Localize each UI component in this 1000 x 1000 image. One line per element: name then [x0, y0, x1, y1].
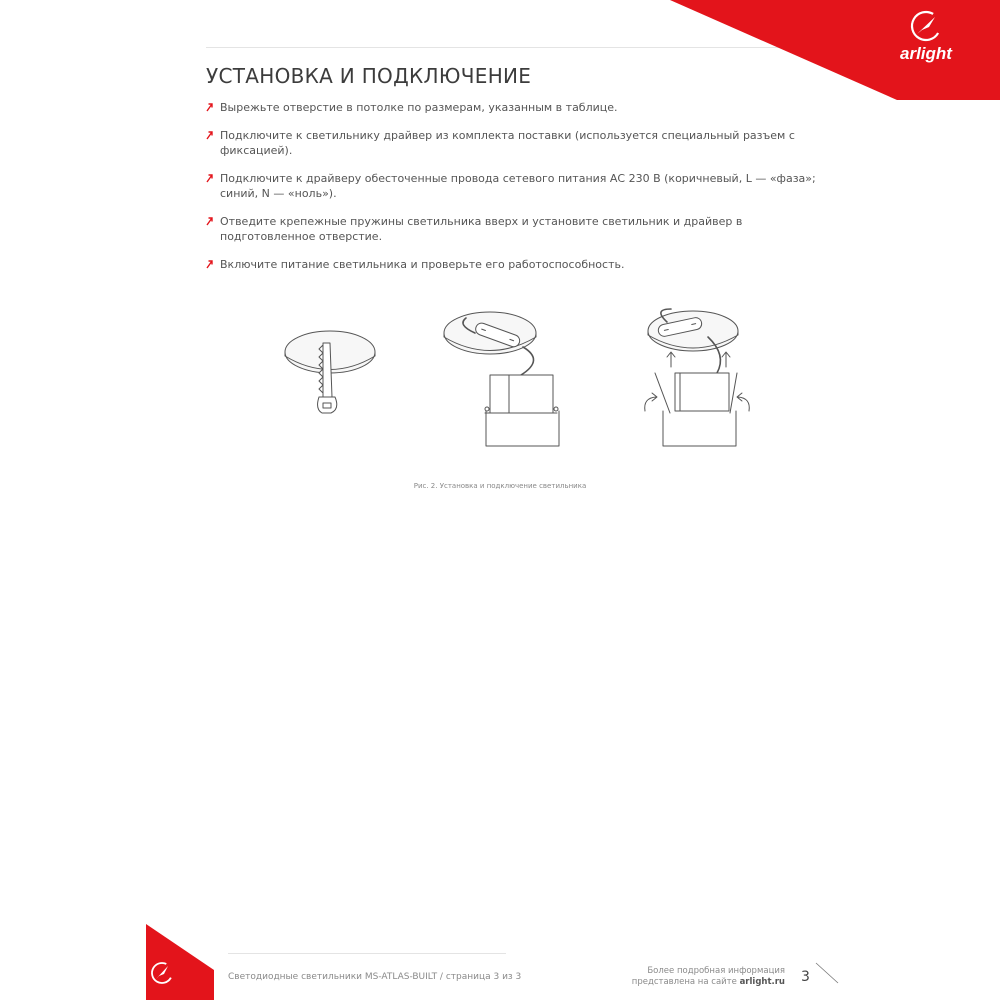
- red-arrow-bullet-icon: [206, 216, 213, 226]
- red-arrow-bullet-icon: [206, 173, 213, 183]
- more-info: [632, 966, 785, 987]
- page-number: 3: [801, 969, 810, 985]
- list-item: [206, 171, 826, 201]
- step-text: Подключите к драйверу обесточенные провода сетевого питания АС 230 В (коричневый, L — «фаза»; синий, N — «ноль»).: [220, 172, 816, 200]
- installation-figure: [275, 305, 755, 455]
- footer-logo: [146, 924, 214, 1000]
- rotate-arrow-icon: [737, 393, 749, 411]
- step-text: Вырежьте отверстие в потолке по размерам, указанным в таблице.: [220, 101, 618, 114]
- list-item: [206, 257, 826, 272]
- more-info-prefix: представлена на сайте: [631, 976, 740, 987]
- step-text: Включите питание светильника и проверьте его работоспособность.: [220, 258, 625, 271]
- cut-hole-illustration: [285, 331, 375, 413]
- connect-driver-illustration: [444, 312, 559, 446]
- list-item: [206, 214, 826, 244]
- document-info: Светодиодные светильники MS-ATLAS-BUILT / страница 3 из 3: [228, 972, 522, 982]
- red-arrow-bullet-icon: [206, 259, 213, 269]
- insert-fixture-illustration: [645, 309, 750, 446]
- red-arrow-bullet-icon: [206, 130, 213, 140]
- arrow-up-icon: [667, 352, 675, 367]
- list-item: [206, 128, 826, 158]
- brand-corner: [670, 0, 1000, 100]
- list-item: [206, 100, 826, 115]
- more-info-line2: [632, 977, 785, 988]
- footer-divider: [228, 953, 506, 954]
- more-info-line1: Более подробная информация: [647, 966, 785, 976]
- logo-text: arlight: [900, 44, 952, 63]
- arrow-up-icon: [722, 352, 730, 367]
- page-title: УСТАНОВКА И ПОДКЛЮЧЕНИЕ: [206, 64, 532, 88]
- website-link[interactable]: arlight.ru: [739, 976, 785, 987]
- red-arrow-bullet-icon: [206, 102, 213, 112]
- rotate-arrow-icon: [645, 393, 657, 411]
- instruction-list: [206, 100, 826, 272]
- figure-caption: Рис. 2. Установка и подключение светильника: [413, 482, 587, 490]
- step-text: Подключите к светильнику драйвер из комплекта поставки (используется специальный разъем с фиксацией).: [220, 129, 795, 157]
- page-slash-decoration: [815, 962, 839, 984]
- step-text: Отведите крепежные пружины светильника вверх и установите светильник и драйвер в подготовленное отверстие.: [220, 215, 743, 243]
